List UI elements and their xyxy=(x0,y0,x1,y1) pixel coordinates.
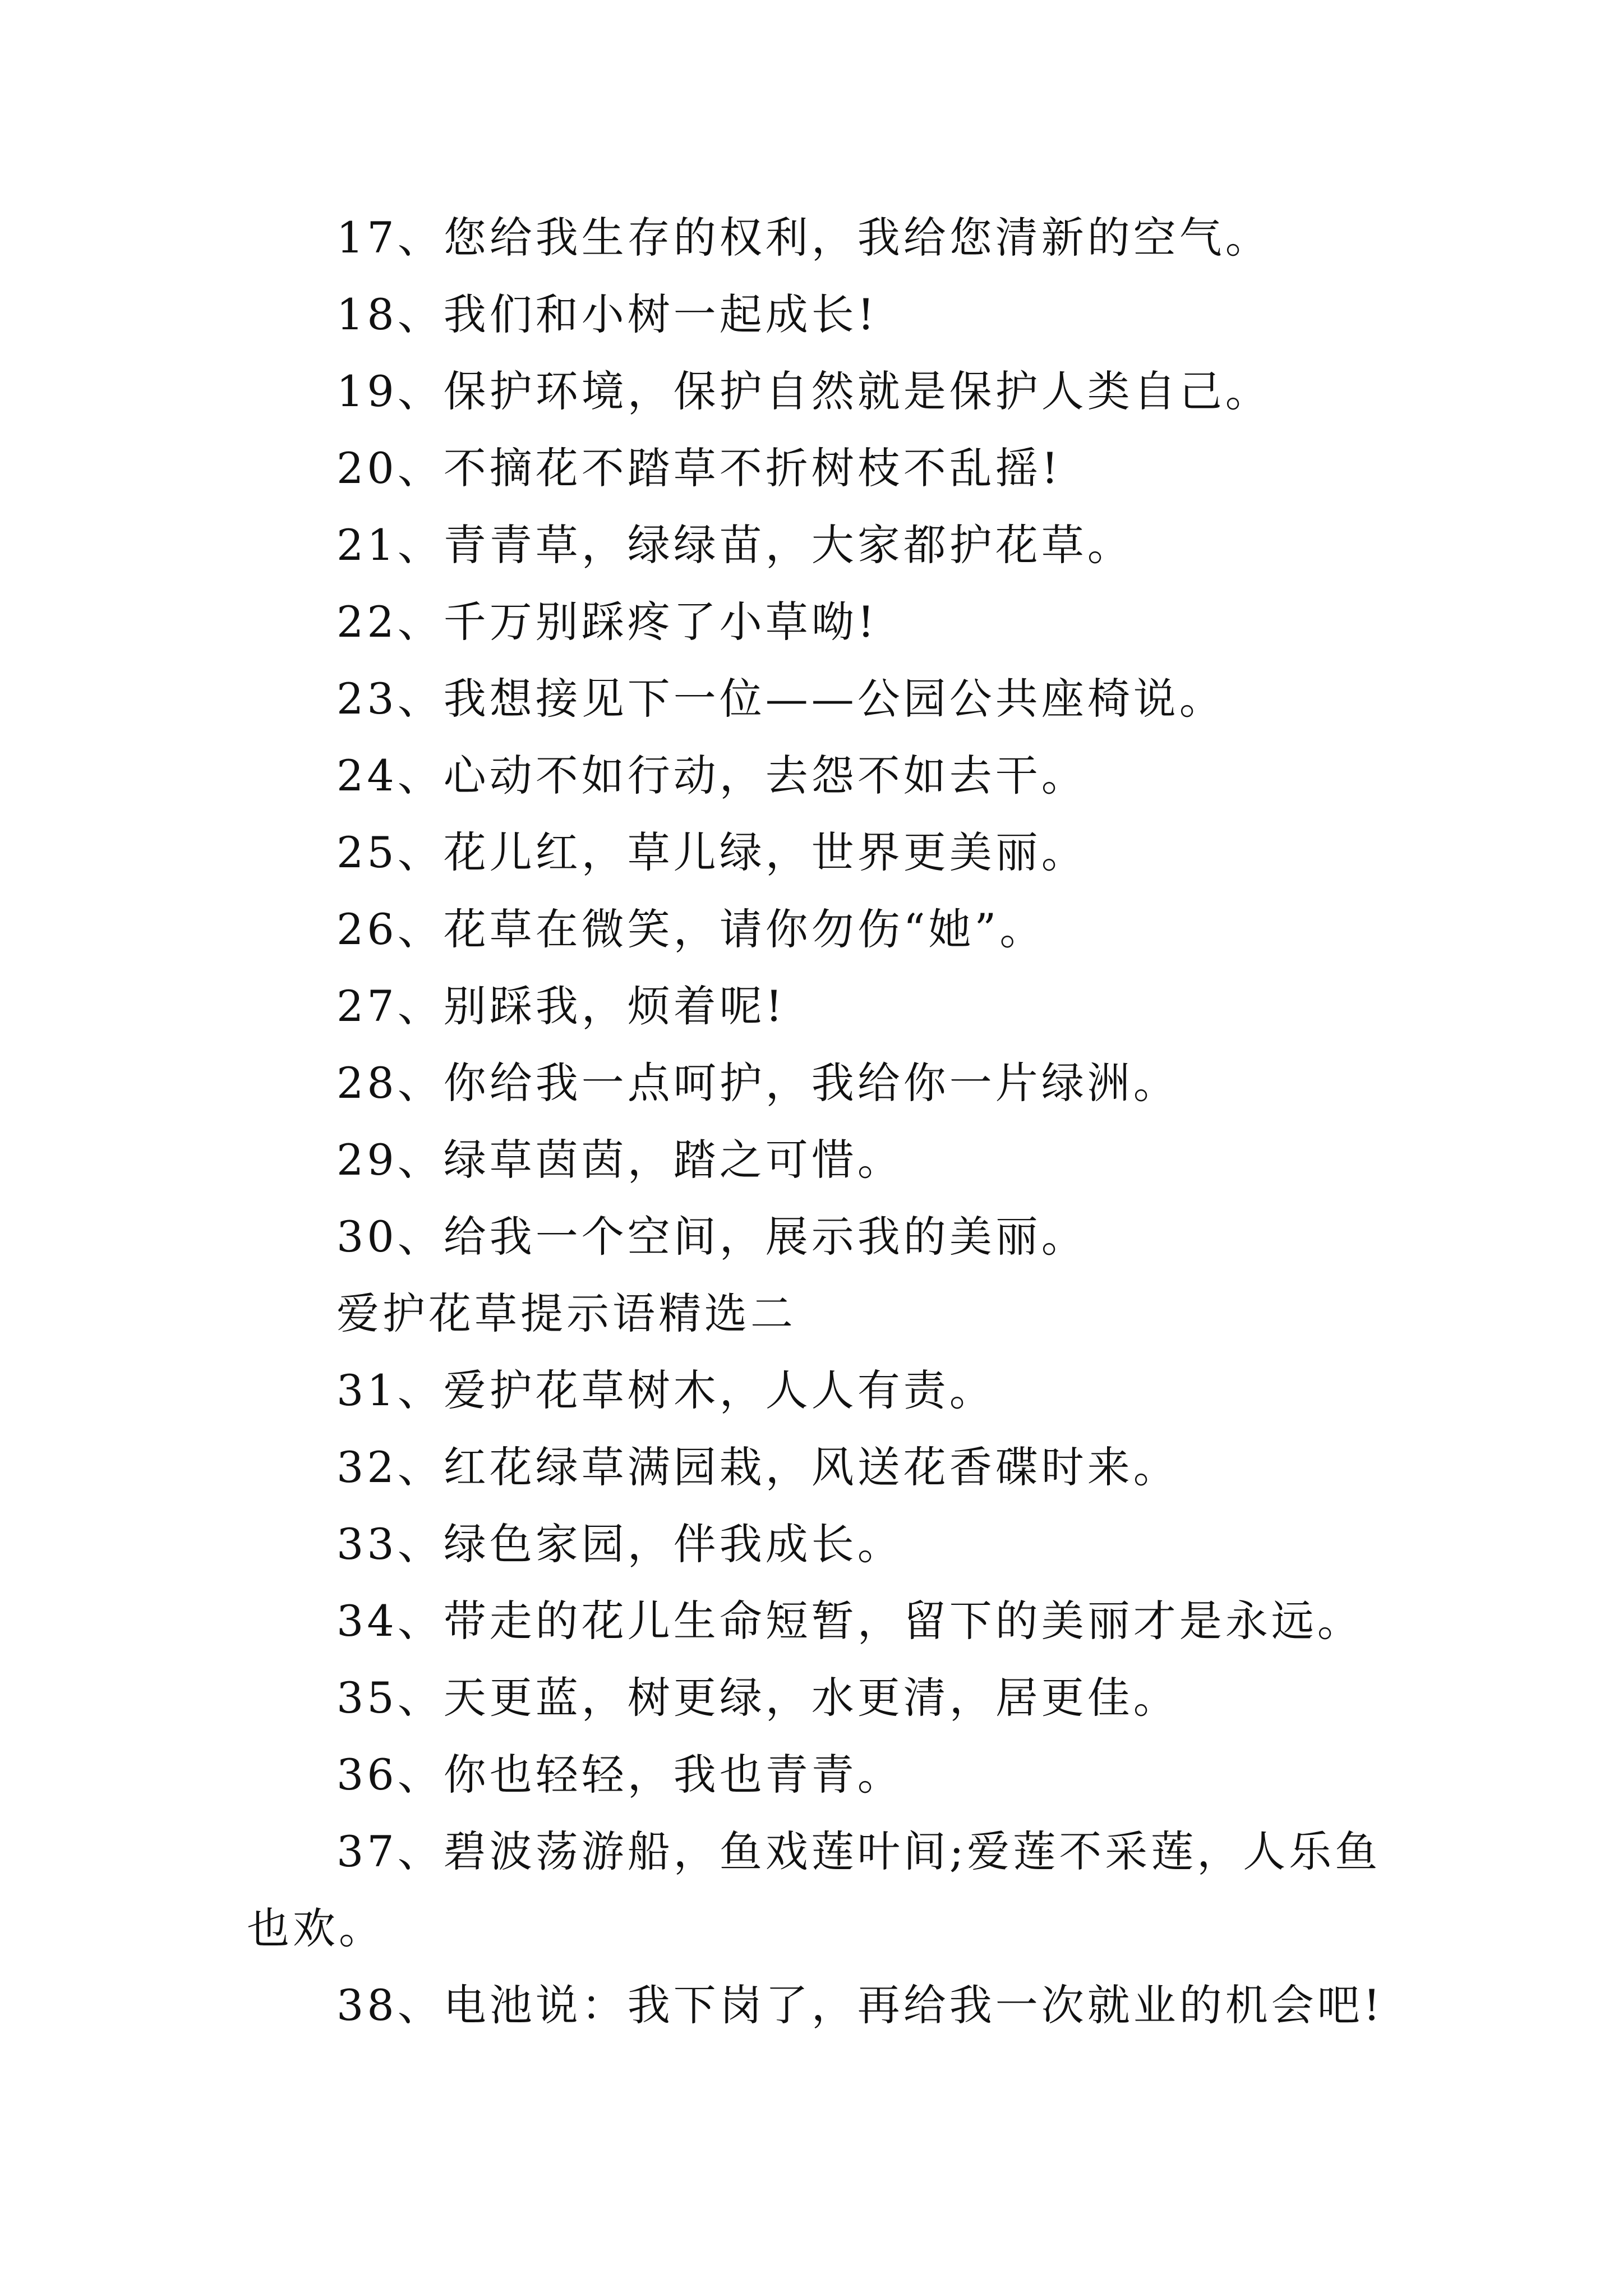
slogan-line: 24、心动不如行动，去怨不如去干。 xyxy=(336,751,1087,800)
section-heading: 爱护花草提示语精选二 xyxy=(336,1289,796,1338)
slogan-line: 19、保护环境，保护自然就是保护人类自己。 xyxy=(336,366,1271,416)
slogan-line: 30、给我一个空间，展示我的美丽。 xyxy=(336,1212,1087,1262)
slogan-line: 36、你也轻轻，我也青青。 xyxy=(336,1750,903,1800)
slogan-line: 35、天更蓝，树更绿，水更清，居更佳。 xyxy=(336,1673,1179,1723)
slogan-line: 23、我想接见下一位——公园公共座椅说。 xyxy=(336,674,1225,724)
slogan-line: 38、电池说：我下岗了，再给我一次就业的机会吧! xyxy=(336,1980,1384,2030)
slogan-line: 25、花儿红，草儿绿，世界更美丽。 xyxy=(336,827,1087,877)
slogan-line: 33、绿色家园，伴我成长。 xyxy=(336,1519,903,1569)
slogan-line: 20、不摘花不踏草不折树枝不乱摇! xyxy=(336,443,1062,493)
slogan-line: 31、爱护花草树木，人人有责。 xyxy=(336,1365,995,1415)
slogan-line: 37、碧波荡游船，鱼戏莲叶间;爱莲不采莲，人乐鱼也欢。 xyxy=(247,1826,1381,1953)
slogan-line: 29、绿草茵茵，踏之可惜。 xyxy=(336,1135,903,1185)
slogan-line: 28、你给我一点呵护，我给你一片绿洲。 xyxy=(336,1058,1179,1108)
slogan-line: 22、千万别踩疼了小草呦! xyxy=(336,597,878,647)
slogan-line: 32、红花绿草满园栽，风送花香碟时来。 xyxy=(336,1442,1179,1492)
slogan-line: 17、您给我生存的权利，我给您清新的空气。 xyxy=(336,213,1271,263)
slogan-line: 27、别踩我，烦着呢! xyxy=(336,981,786,1031)
slogan-line: 34、带走的花儿生命短暂，留下的美丽才是永远。 xyxy=(336,1596,1363,1646)
slogan-line: 18、我们和小树一起成长! xyxy=(336,289,878,339)
document-body xyxy=(247,199,1391,2044)
slogan-line: 21、青青草，绿绿苗，大家都护花草。 xyxy=(336,520,1133,570)
slogan-line: 26、花草在微笑，请你勿伤“她”。 xyxy=(336,904,1046,954)
